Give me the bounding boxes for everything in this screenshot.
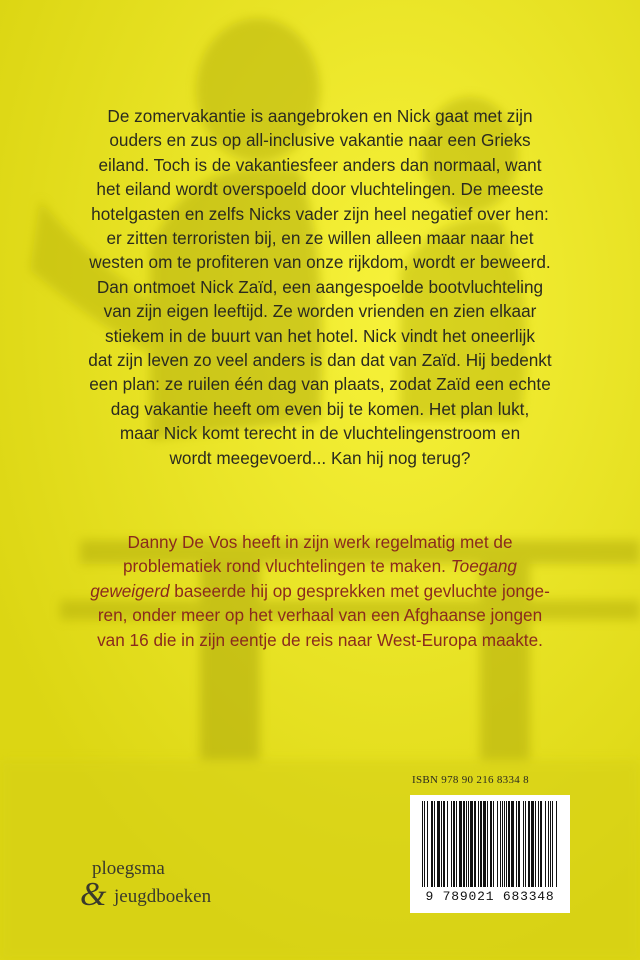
barcode-bar (540, 801, 542, 887)
barcode-bar (511, 801, 514, 887)
blurb-line: dag vakantie heeft om even bij te komen. Het plan lukt, (110, 398, 530, 419)
barcode-bar (474, 801, 476, 887)
publisher-logo (80, 858, 212, 913)
author-note-line (70, 579, 570, 603)
publisher-name-line1: ploegsma (92, 858, 165, 879)
blurb-text (70, 104, 570, 470)
barcode-bar (424, 801, 425, 887)
barcode-bar (531, 801, 534, 887)
barcode-bar (516, 801, 517, 887)
author-note-line: van 16 die in zijn eentje de reis naar West-Europa maakte. (97, 629, 543, 650)
barcode-bar (500, 801, 501, 887)
author-note-text: baseerde hij op gesprekken met gevluchte jonge- (169, 580, 550, 601)
barcode-bar (550, 801, 551, 887)
barcode-bar (443, 801, 445, 887)
barcode-bar (468, 801, 469, 887)
blurb-line: westen om te profiteren van onze rijkdom, wordt er beweerd. (89, 252, 551, 273)
book-title-part: Toegang (450, 556, 517, 577)
barcode-bar (525, 801, 526, 887)
blurb-line: Dan ontmoet Nick Zaïd, een aangespoelde bootvluchteling (96, 276, 544, 297)
barcode-bar (493, 801, 494, 887)
barcode-bar (518, 801, 520, 887)
barcode (410, 795, 570, 913)
barcode-bar (504, 801, 505, 887)
book-title-part: geweigerd (90, 580, 170, 601)
barcode-bar (490, 801, 492, 887)
author-note-line: Danny De Vos heeft in zijn werk regelmatig met de (127, 532, 513, 552)
blurb-line: hotelgasten en zelfs Nicks vader zijn heel negatief over hen: (91, 203, 549, 224)
barcode-bar (556, 801, 557, 887)
blurb-line: een plan: ze ruilen één dag van plaats, zodat Zaïd een echte (89, 374, 551, 395)
barcode-bar (478, 801, 479, 887)
publisher-name-line2: jeugdboeken (114, 886, 212, 907)
blurb-line: dat zijn leven zo veel anders is dan dat van Zaïd. Hij bedenkt (88, 350, 552, 371)
blurb-line: van zijn eigen leeftijd. Ze worden vrienden en zien elkaar (103, 301, 537, 322)
barcode-bar (548, 801, 549, 887)
barcode-bar (470, 801, 473, 887)
isbn-label: ISBN 978 90 216 8334 8 (412, 774, 529, 786)
blurb-line: ouders en zus op all-inclusive vakantie naar een Grieks (109, 130, 531, 151)
barcode-bar (434, 801, 435, 887)
barcode-bar (441, 801, 442, 887)
barcode-bar (463, 801, 465, 887)
barcode-bar (459, 801, 462, 887)
barcode-bar (538, 801, 539, 887)
blurb-line: wordt meegevoerd... Kan hij nog terug? (169, 447, 471, 468)
blurb-line: maar Nick komt terecht in de vluchtelingenstroom en (119, 423, 521, 444)
blurb-line: er zitten terroristen bij, en ze willen alleen maar naar het (106, 228, 534, 249)
publisher-ampersand: & (80, 876, 107, 913)
blurb-line: stiekem in de buurt van het hotel. Nick vindt het oneerlijk (105, 325, 535, 346)
barcode-bar (523, 801, 524, 887)
barcode-bar (545, 801, 546, 887)
barcode-bar (456, 801, 457, 887)
barcode-bar (466, 801, 467, 887)
barcode-bar (528, 801, 530, 887)
barcode-bar (487, 801, 488, 887)
author-note-text: problematiek rond vluchtelingen te maken. (123, 556, 451, 577)
barcode-bar (506, 801, 507, 887)
barcode-bar (552, 801, 553, 887)
author-note-line (70, 554, 570, 578)
barcode-bars (420, 801, 560, 887)
barcode-bar (422, 801, 423, 887)
barcode-bar (483, 801, 486, 887)
barcode-bar (451, 801, 452, 887)
author-note-line: ren, onder meer op het verhaal van een Afghaanse jongen (97, 605, 543, 626)
barcode-bar (508, 801, 510, 887)
barcode-bar (502, 801, 503, 887)
barcode-bar (497, 801, 498, 887)
blurb-line: De zomervakantie is aangebroken en Nick gaat met zijn (107, 106, 533, 126)
barcode-bar (535, 801, 536, 887)
barcode-bar (431, 801, 433, 887)
blurb-line: eiland. Toch is de vakantiesfeer anders dan normaal, want (98, 154, 542, 175)
barcode-bar (453, 801, 455, 887)
blurb-line: het eiland wordt overspoeld door vluchtelingen. De meeste (96, 179, 544, 200)
barcode-digits: 9 789021 683348 (425, 889, 555, 904)
barcode-bar (427, 801, 428, 887)
barcode-bar (447, 801, 448, 887)
barcode-bar (437, 801, 440, 887)
barcode-bar (480, 801, 482, 887)
author-note (70, 530, 570, 652)
